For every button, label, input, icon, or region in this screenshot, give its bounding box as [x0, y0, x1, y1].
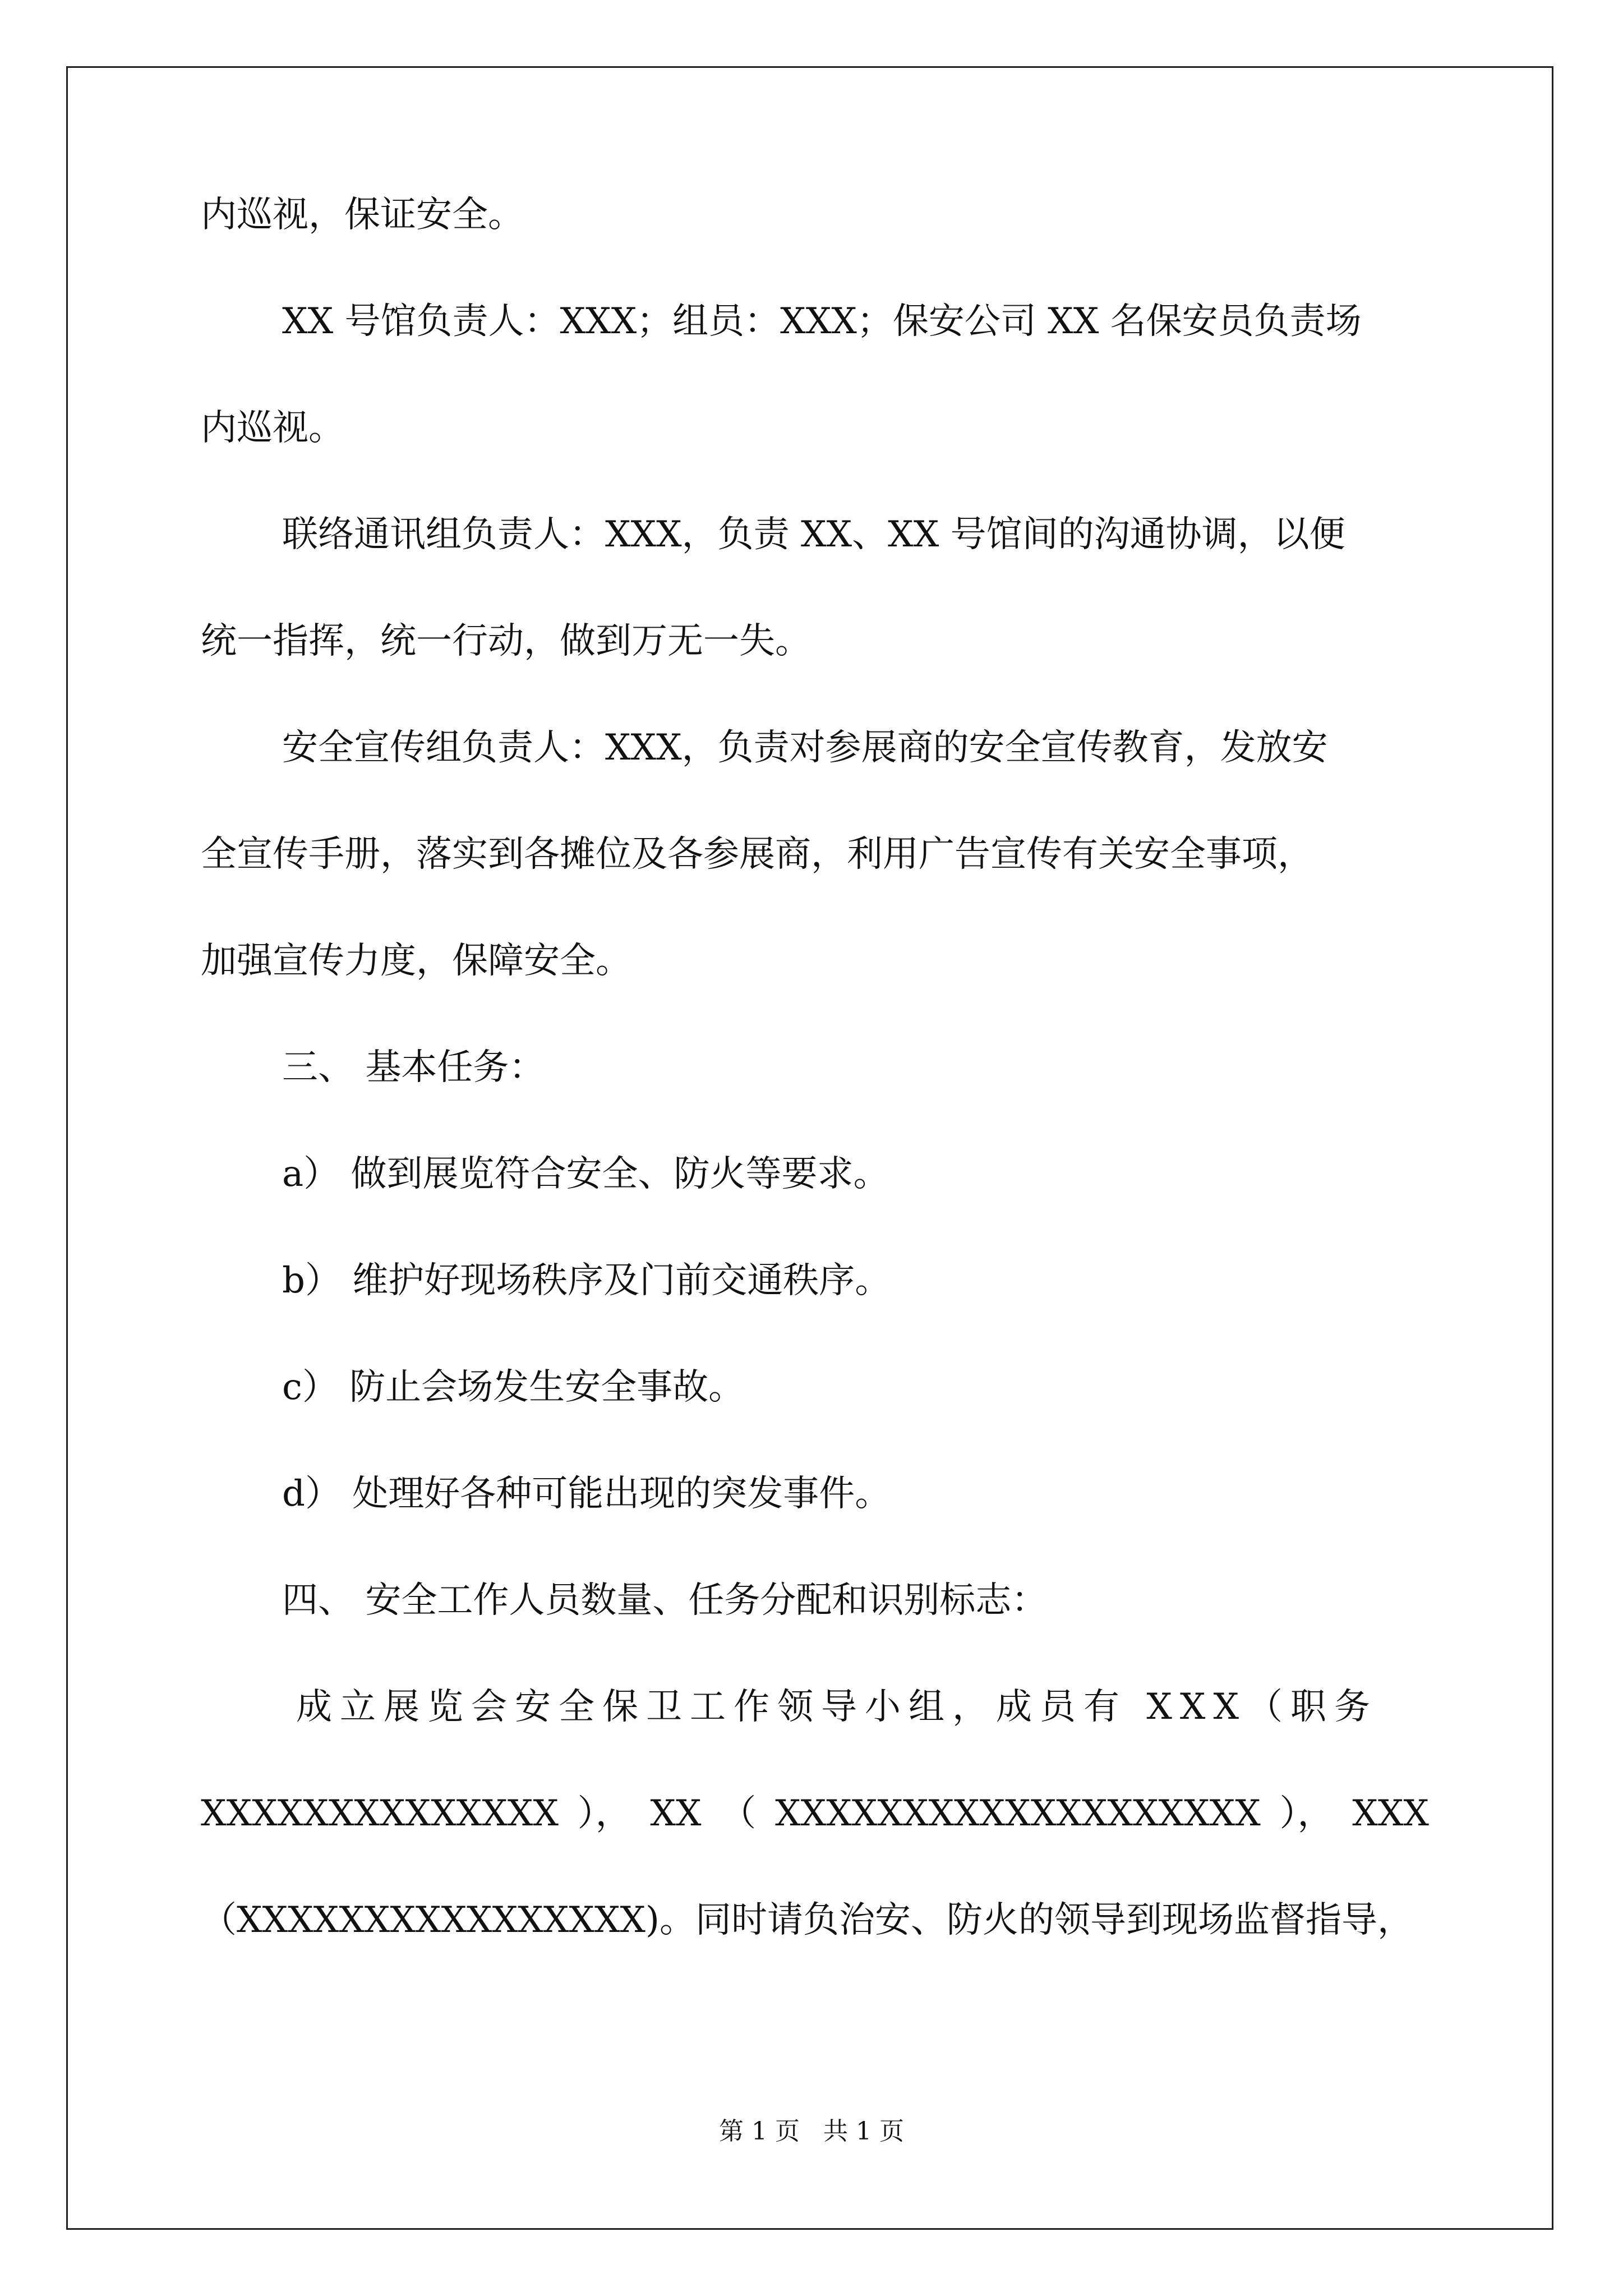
paragraph-line: 内巡视。: [201, 407, 344, 449]
paragraph-line: 统一指挥，统一行动，做到万无一失。: [201, 620, 811, 662]
paragraph-line: XX 号馆负责人：XXX；组员：XXX；保安公司 XX 名保安员负责场: [282, 301, 1362, 342]
list-item: a） 做到展览符合安全、防火等要求。: [282, 1153, 889, 1195]
paragraph-line-justified: [201, 1788, 1429, 1839]
paragraph-line: 安全宣传组负责人：XXX，负责对参展商的安全宣传教育，发放安: [282, 727, 1328, 769]
section-heading: 三、 基本任务：: [282, 1047, 545, 1088]
paragraph-line: 成立展览会安全保卫工作领导小组，成员有 XXX（职务: [296, 1686, 1378, 1728]
paragraph-line: 全宣传手册，落实到各摊位及各参展商，利用广告宣传有关安全事项，: [201, 834, 1313, 875]
paragraph-line: 加强宣传力度，保障安全。: [201, 940, 631, 982]
list-item: b） 维护好现场秩序及门前交通秩序。: [282, 1260, 891, 1301]
text-segment: XXXXXXXXXXXXXX: [201, 1793, 559, 1834]
list-item: c） 防止会场发生安全事故。: [282, 1366, 745, 1408]
list-item: d） 处理好各种可能出现的突发事件。: [282, 1473, 891, 1515]
text-segment: XX: [650, 1793, 702, 1834]
text-segment: XXXXXXXXXXXXXXXXXXX: [775, 1793, 1261, 1834]
page-footer: 第 1 页 共 1 页: [719, 2117, 904, 2146]
paragraph-line: 联络通讯组负责人：XXX，负责 XX、XX 号馆间的沟通协调，以便: [282, 514, 1345, 555]
section-heading: 四、 安全工作人员数量、任务分配和识别标志：: [282, 1580, 1048, 1621]
paragraph-line: （XXXXXXXXXXXXXXXX)。同时请负治安、防火的领导到现场监督指导，: [201, 1899, 1413, 1941]
text-segment: ），: [1279, 1793, 1334, 1834]
paragraph-line: 内巡视，保证安全。: [201, 194, 524, 236]
text-segment: XXX: [1352, 1793, 1429, 1834]
text-segment: （: [720, 1793, 757, 1834]
text-segment: ），: [577, 1793, 631, 1834]
